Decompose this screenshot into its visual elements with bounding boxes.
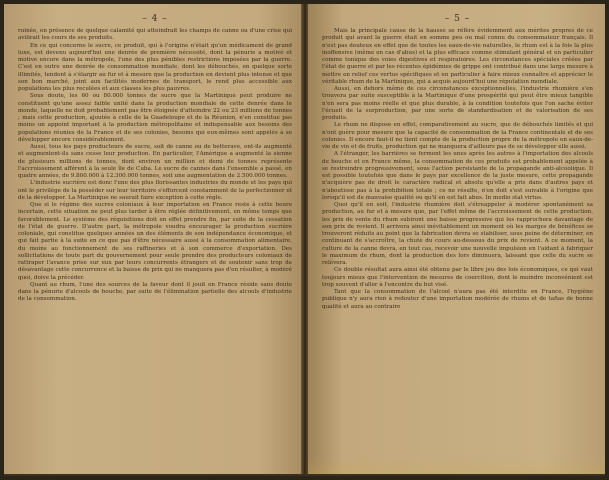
paragraph: Tant que la consommation de l'alcool n'aura pas été interdite en France, l'hygiène publique n'y aura rien à redouter d'une importation modérée de rhums et de tafias de bonne qualité et aura au contraire <box>322 289 593 310</box>
open-book-spread <box>4 4 605 476</box>
paragraph: L'industrie sucrière est donc l'une des plus florissantes industries du monde et les pays qui ont le privilège de la posséder sur leur territoire s'efforcent constamment de la perfectionner et de la développer. La Martinique ne saurait faire exception à cette règle. <box>18 180 292 201</box>
page-number: – 5 – <box>444 14 471 24</box>
paragraph: Quant au rhum, l'une des sources de la faveur dont il jouit en France réside sans doute dans la pénurie d'alcools de bouche, par suite de l'élimination partielle des alcools d'industrie de la consommation. <box>18 281 292 303</box>
paragraph: Le rhum ne dispose en effet, comparativement au sucre, que de débouchés limités et qui n'ont guère pour mesure que la capacité de consommation de la France continentale et de ses colonies. Il encore faut-il ne tient compte de la production propre de la métropole en eaux-de-vie de vin et de fruits, production qui ne manquera d'ailleurs pas de se développer elle aussi. <box>322 122 593 150</box>
paragraph: En ce qui concerne le sucre, ce produit, qui à l'origine n'était qu'un médicament de grand luxe, est devenu aujourd'hui une denrée de première nécessité, dont la pénurie a motivé et motive encore dans la métropole, l'une des plus pénibles restrictions imposées par la guerre. C'est en outre une denrée de consommation mondiale, dont les débouchés, en quelque sorte illimités, tendent à s'élargir au fur et à mesure que la production en devient plus intense et que son bon marché, joint aux facilités modernes de transport, le rend plus accessible aux populations les plus reculées et aux classes les plus pauvres. <box>18 42 292 92</box>
paragraph: Mais la principale cause de la hausse se réfère évidemment aux mérites propres de ce produit qui avant la guerre était en somme peu ou mal connu du consommateur français. Il n'est pas douteux en effet que de toutes les eaux-de-vie naturelles, le rhum est à la fois la plus inoffensive (même en cas d'abus) et la plus efficace comme stimulant général et en particulier comme tonique des voies digestives et respiratoires. Les circonstances spéciales créées par l'état de guerre et par les récentes épidémies de grippe ont contribué dans une large mesure à mettre en relief ces vertus spécifiques et en particulier à faire mieux connaître et apprécier le véritable rhum de la Martinique, qui a acquis aujourd'hui une réputation mondiale. <box>322 28 593 85</box>
page-number: – 4 – <box>142 14 168 24</box>
paragraph: Aussi, en dehors même de ces circonstances exceptionnelles, l'industrie rhumière s'en trouvera par suite susceptible à la Martinique d'une prospérité qui peut être mieux tangible n'en sera pas moins réelle et que plus durable, à la condition toutefois que l'on sache éviter l'écueil de la surproduction, par une sorte de standardisation et de valorisation de ses produits. <box>322 86 593 121</box>
paragraph: Ce double résultat aura ainsi été obtenu par le libre jeu des lois économiques, ce qui vaut toujours mieux que l'intervention de mesures de coercition, dont le moindre inconvénient est trop souvent d'aller à l'encontre du but visé. <box>322 267 593 288</box>
paragraph: Sous doute, les 60 ou 80.000 tonnes de sucre que la Martinique peut produire ne constituent qu'une assez faible unité dans la production mondiale de cette denrée dans le monde, laquelle ne doit probablement pas être éloignée d'atteindre 22 ou 23 millions de tonnes ; mais cette production, ajoutée à celle de la Guadeloupe et de la Réunion, n'en constitue pas moins un appoint important à la production métropolitaine et indispensable aux besoins des populations réunies de la France et de ses colonies, besoins qui eux-mêmes sont appelés à se développer encore considérablement. <box>18 93 292 143</box>
paragraph: Que si le régime des sucres coloniaux à leur importation en France reste à cette heure incertain, cette situation ne peut plus tarder à être réglée définitivement, en même temps que favorablement. Le système des réquisitions doit en effet prendre fin, par suite de la cessation de l'état de guerre. D'autre part, la métropole voudra encourager la production sucrière coloniale, qui constitue quelques années un des éléments de son indépendance économique, et qui fait partie à la suite en ce que pas d'être nécessaire aussi à la consommation alimentaire, du moins au fonctionnement de ses raffineries et à son commerce d'exportation. Des sollicitations de toute part du gouvernement pour seule prendre des producteurs coloniaux de rattraper l'avance prise sur eux par leurs concurrents étrangers et de soutenir sans trop de désavantage cette concurrence et la baisse de prix qui ne manquera pas d'en résulter, à modéré quoi, doive la précéder. <box>18 202 292 281</box>
paragraph: Quoi qu'il en soit, l'industrie rhumière doit s'étreappeler à modérer spontanément sa production, au fur et à mesure que, par l'effet même de l'accroissement de cette production, les prix de vente du rhum subiront une baisse progressive qui les rapprochera davantage de son prix de revient. Il arrivera ainsi inévitablement un moment où les marges de bénéfices se trouveront réduits au point que la fabrication devra se stabiliser, sous peine de déterminer, en continuant de s'accroître, la chute du cours au-dessous du prix de revient. A ce moment, la culture de la canne devra, en tout cas, recevoir une nouvelle impulsion en l'aidant à fabriquer le maximum de rhum, dont la production des lors diminuera, laissant que celle du sucre se relèvera. <box>322 202 593 266</box>
left-page <box>4 4 302 474</box>
paragraph: ruinée, en présence de quelque calamité qui atteindrait les champs de canne ou d'une crise qui avilirait les cours de ses produits. <box>18 28 292 42</box>
right-page <box>308 4 605 474</box>
paragraph: A l'étranger, les barrières se ferment les unes après les autres à l'importation des alcools de bouche et en France même, la consommation de ces produits est probablement appelée à se restreindre progressivement, sous l'action persistante de la propagande anti-alcoolique. Il est possible toutefois que dans le pays par excellence de la juste mesure, cette propagande n'acquière pas de droit le caractère radical et absolu qu'elle a pris dans d'autres pays et n'aboutisse pas à la prohibition totale ; ce ne résulte, n'en doit s'est suivable à l'origine que lorsqu'il est de mauvaise qualité ou qu'il en est fait abus. In medio stat virtus. <box>322 151 593 201</box>
paragraph: Aussi, tous les pays producteurs de sucre, soit de canne ou de betterave, ont-ils augmenté et augmentent-ils sans cesse leur production. En particulier, l'Amérique a augmenté la sienne de plusieurs millions de tonnes, dont environ un million et demi de tonnes représente l'accroissement afférent à la seule île de Cuba. Le sucre de cannes dans l'ensemble a passé, en quatre années, de 9.800.000 à 12.300.000 tonnes, soit une augmentation de 2.500.000 tonnes. <box>18 144 292 179</box>
